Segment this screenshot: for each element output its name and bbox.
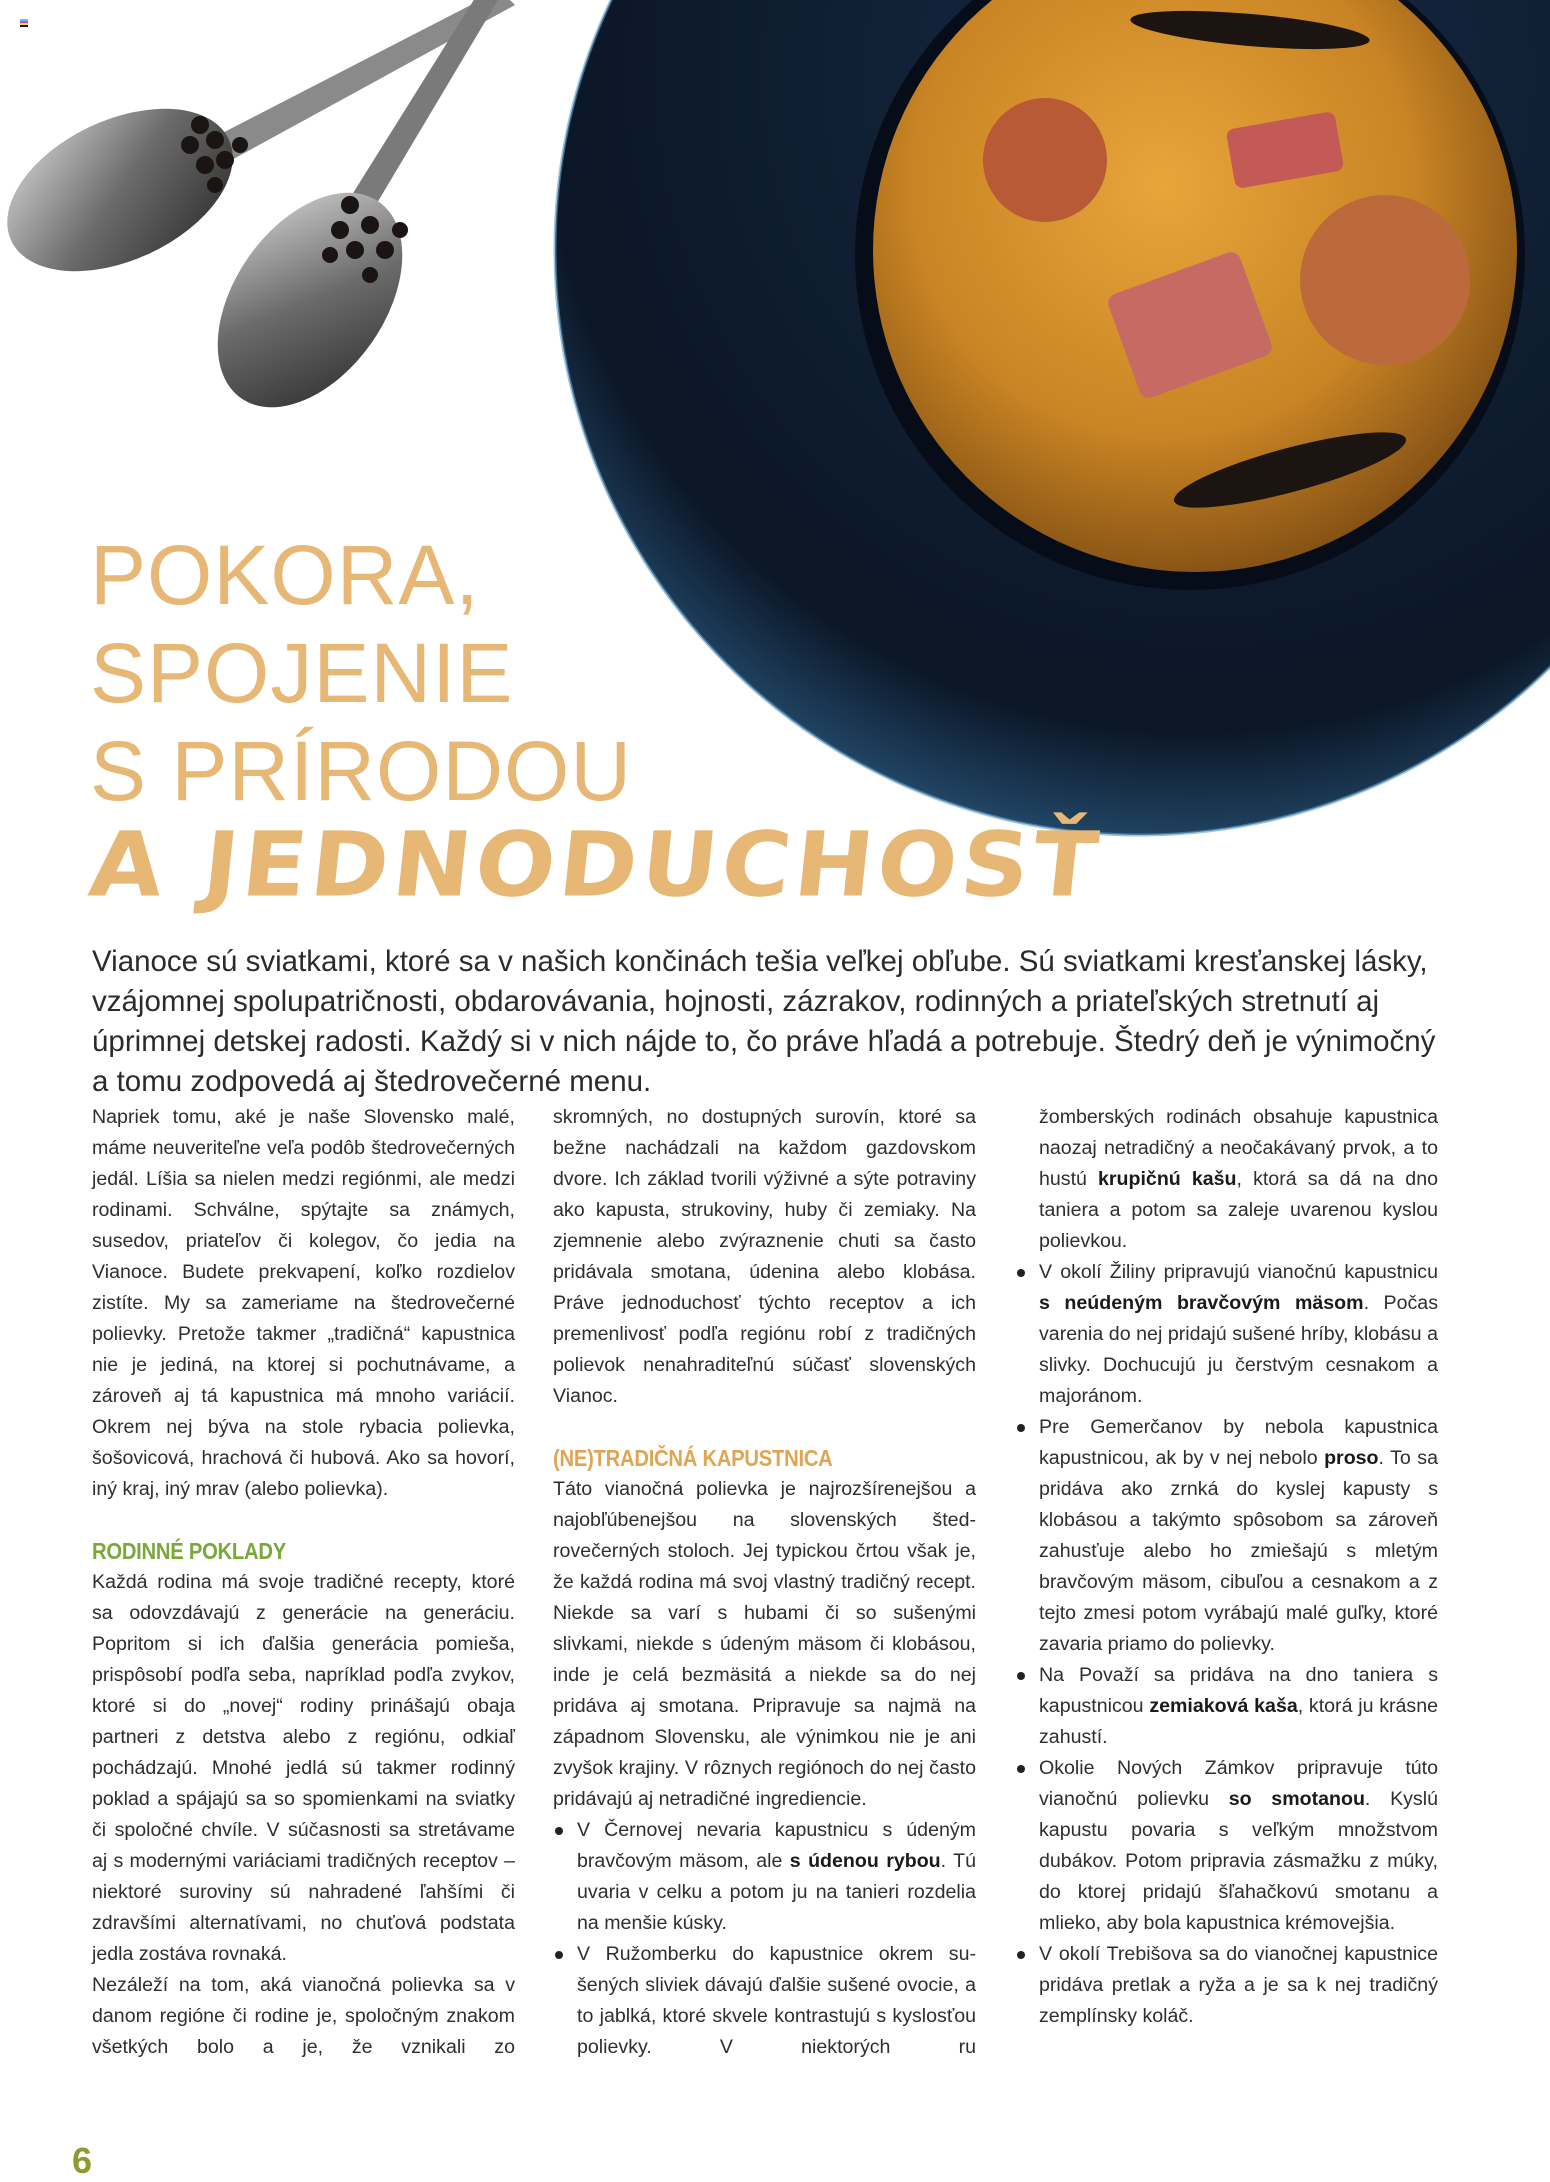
bold-text: proso bbox=[1324, 1447, 1379, 1469]
text-segment: skromných, no dostupných surovín, ktoré sa bežne nachádzali na každom gazdovskom dvore. Ich základ tvorili výživné a sýte potraviny ako kapusta, strukoviny, huby či zemiaky. Na zjemnenie alebo zvýraznenie chuti sa často pridávala smotana, údenina alebo klobása. Práve jednoduchosť týchto receptov a ich premenlivosť podľa regiónu robí z tradičných polievok nenahraditeľnú súčasť slovenských Vianoc. bbox=[553, 1106, 976, 1407]
text-column-2 bbox=[553, 1102, 976, 2063]
text-segment: . Tú uvaria v celku a potom ju na tanieri rozdelia na menšie kúsky. bbox=[577, 1850, 976, 1934]
bold-text: zemiaková kaša bbox=[1149, 1695, 1298, 1717]
text-segment: , ktorá ju krásne zahustí. bbox=[1039, 1695, 1438, 1748]
article-title bbox=[84, 526, 1107, 918]
text-segment: V okolí Trebišova sa do vianočnej kapustnice pridáva pretlak a ryža a je sa k nej tradičný zemplínsky koláč. bbox=[1039, 1943, 1438, 2027]
body-paragraph bbox=[553, 1102, 976, 1412]
text-segment: . Kyslú kapustu povaria s veľkým množstvom dubákov. Potom pripravia zásmažku z múky, do ktorej pridajú šľahačkovú smotanu a mlieko, aby bola kapustnica krémovejšia. bbox=[1039, 1788, 1438, 1934]
title-line: S PRÍRODOU bbox=[90, 724, 633, 819]
list-item bbox=[1015, 1660, 1438, 1753]
text-segment: . Počas varenia do nej pridajú sušené hríby, klobásu a slivky. Dochucujú ju čerstvým cesnakom a majoránom. bbox=[1039, 1292, 1438, 1407]
sausage bbox=[983, 98, 1107, 222]
text-segment: Pre Gemerčanov by nebola kapustnica kapustnicou, ak by v nej nebolo bbox=[1039, 1416, 1438, 1469]
text-segment: . To sa pridáva ako zrnká do kyslej kapusty s klobásou a takýmto spôsobom sa zároveň zahusťuje alebo ho zmiešajú s mletým bravčovým mäsom, cibuľou a cesnakom a z tejto zmesi potom vyrábajú malé guľky, ktoré zavaria priamo do polievky. bbox=[1039, 1447, 1438, 1655]
body-paragraph bbox=[92, 1970, 515, 2063]
title-handwritten-line: A JEDNODUCHOSŤ bbox=[84, 814, 1107, 918]
text-segment: Na Považí sa pridáva na dno taniera s kapustnicou bbox=[1039, 1664, 1438, 1717]
text-segment: V Černovej nevaria kapustnicu s údeným bravčovým mäsom, ale bbox=[577, 1819, 976, 1872]
section-heading: (NE)TRADIČNÁ KAPUSTNICA bbox=[553, 1445, 833, 1471]
list-item bbox=[1015, 1412, 1438, 1660]
body-paragraph bbox=[553, 1474, 976, 1815]
list-item bbox=[1015, 1939, 1438, 2032]
text-segment: V okolí Žiliny pripravujú vianočnú kapustnicu bbox=[1039, 1261, 1438, 1283]
title-line: POKORA, bbox=[90, 528, 480, 623]
list-item bbox=[1015, 1753, 1438, 1939]
body-paragraph bbox=[92, 1102, 515, 1505]
page-number: 6 bbox=[72, 2140, 93, 2181]
text-segment: Nezáleží na tom, aká vianočná polievka sa v danom regióne či rodine je, spoločným znakom všetkých bolo a je, že vznikali zo bbox=[92, 1974, 515, 2058]
text-segment: , ktorá sa dá na dno taniera a potom sa zaleje uvarenou kyslou polievkou. bbox=[1039, 1168, 1438, 1252]
sausage bbox=[1300, 195, 1470, 365]
bullet-list bbox=[1015, 1102, 1438, 2032]
list-item bbox=[553, 1815, 976, 1939]
text-column-3 bbox=[1015, 1102, 1438, 2032]
list-item bbox=[553, 1939, 976, 2063]
section-heading: RODINNÉ POKLADY bbox=[92, 1538, 286, 1564]
text-segment: Okolie Nových Zámkov pripravuje túto vianočnú polievku bbox=[1039, 1757, 1438, 1810]
body-paragraph bbox=[92, 1567, 515, 1970]
text-segment: Napriek tomu, aké je naše Slovensko malé, máme neuveriteľne veľa podôb štedrovečerných jedál. Líšia sa nielen medzi regiónmi, ale medzi rodinami. Schválne, spýtajte sa známych, susedov, priateľov či kolegov, čo jedia na Vianoce. Budete prekvapení, koľko rozdielov zistíte. My sa zameriame na štedrovečerné polievky. Pretože takmer „tradičná“ kapustnica nie je jediná, na ktorej si pochutnávame, a zároveň aj tá kapustnica má mnoho variácií. Okrem nej býva na stole rybacia polievka, šošovicová, hrachová či hubová. Ako sa hovorí, iný kraj, iný mrav (alebo polievka). bbox=[92, 1106, 515, 1500]
bold-text: s neúdeným bravčovým mäsom bbox=[1039, 1292, 1364, 1314]
lead-paragraph: Vianoce sú sviatkami, ktoré sa v našich končinách tešia veľkej obľube. Sú sviatkami kresťanskej lásky, vzájomnej spolupatričnosti, obdarovávania, hojnosti, zázrakov, rodinných a priateľských stretnutí aj úprimnej detskej radosti. Každý si v nich nájde to, čo práve hľadá a potrebuje. Štedrý deň je výnimočný a tomu zodpovedá aj štedrovečerné menu. bbox=[92, 944, 1436, 1098]
spoons-with-peppercorns bbox=[0, 0, 515, 441]
text-column-1 bbox=[92, 1102, 515, 2063]
title-line: SPOJENIE bbox=[90, 626, 514, 721]
bold-text: so smotanou bbox=[1228, 1788, 1365, 1810]
bold-text: krupičnú kašu bbox=[1098, 1168, 1237, 1190]
bold-text: s údenou rybou bbox=[789, 1850, 941, 1872]
bullet-list bbox=[553, 1815, 976, 2063]
list-item bbox=[1015, 1257, 1438, 1412]
text-segment: žomberských rodinách obsahuje kapustnica naozaj netradičný a neočakávaný prvok, a to hustú bbox=[1039, 1106, 1438, 1190]
list-item bbox=[1015, 1102, 1438, 1257]
text-segment: Každá rodina má svoje tradičné recepty, ktoré sa odovzdávajú z generácie na generáciu. Popritom si ich ďalšia generácia pomieša, prispôsobí podľa seba, napríklad podľa zvykov, ktoré si do „novej“ rodiny prinášajú obaja partneri z detstva alebo z regiónu, odkiaľ pochádzajú. Mnohé jedlá sú takmer rodinný poklad a spájajú sa so spomienkami na sviatky či spoločné chvíle. V súčasnosti sa stretávame aj s modernými variáciami tradičných receptov – niektoré suroviny sú nahradené ľahšími či zdravšími alternatívami, no chuťová podstata jedla zostáva rovnaká. bbox=[92, 1571, 515, 1965]
text-segment: Táto vianočná polievka je najrozšírenejšou a najobľúbenejšou na slovenských štedrovečerných stoloch. Jej typickou črtou však je, že každá rodina má svoj vlastný tradičný recept. Niekde sa varí s hubami či so sušenými slivkami, niekde s údeným mäsom či klobásou, inde je celá bezmäsitá a niekde sa do nej pridáva aj smotana. Pripravuje sa najmä na západnom Slovensku, ale výnimkou nie je ani zvyšok krajiny. V rôznych regiónoch do nej často pridávajú aj netradičné ingrediencie. bbox=[553, 1478, 976, 1810]
text-segment: V Ružomberku do kapustnice okrem sušených sliviek dávajú ďalšie sušené ovocie, a to jablká, ktoré skvele kontrastujú s kyslosťou polievky. V niektorých ru bbox=[577, 1943, 976, 2058]
